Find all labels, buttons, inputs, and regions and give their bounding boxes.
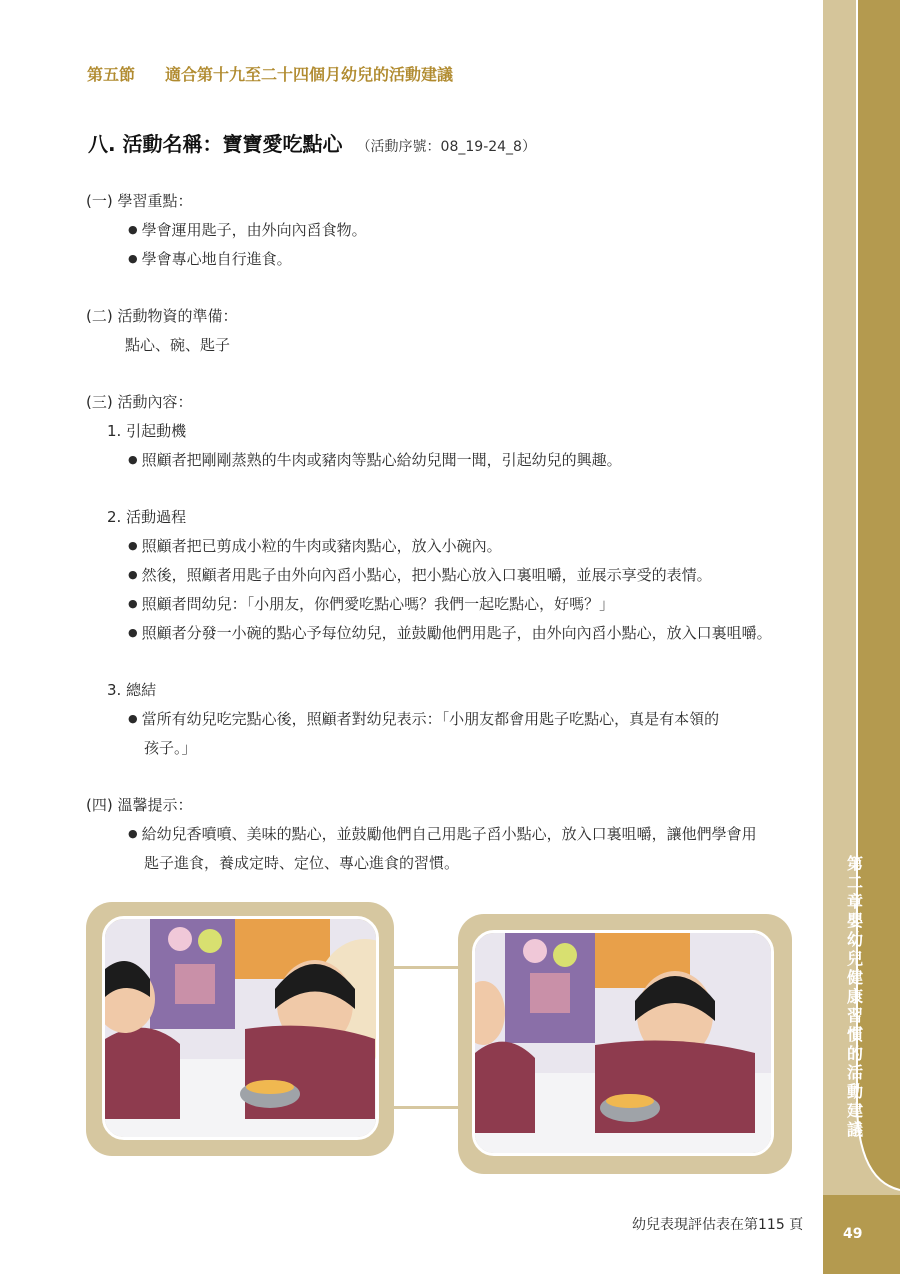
- section-title: 適合第十九至二十四個月幼兒的活動建議: [165, 65, 454, 84]
- learning-focus-item: ● 學會專心地自行進食。: [128, 248, 292, 269]
- step-item: ● 然後，照顧者用匙子由外向內舀小點心，把小點心放入口裏咀嚼，並展示享受的表情。: [128, 564, 712, 585]
- step-item: ● 照顧者問幼兒：「小朋友，你們愛吃點心嗎？我們一起吃點心，好嗎？」: [128, 593, 614, 614]
- tips-item: ● 給幼兒香噴噴、美味的點心，並鼓勵他們自己用匙子舀小點心，放入口裏咀嚼，讓他們學會用: [128, 823, 757, 844]
- activity-title: [88, 128, 536, 157]
- materials-text: 點心、碗、匙子: [125, 336, 231, 354]
- tips-heading: (四) 溫馨提示：: [86, 796, 193, 814]
- photo-child-eating-2: [472, 930, 774, 1156]
- content-heading: (三) 活動內容：: [86, 393, 193, 411]
- step-item: ● 當所有幼兒吃完點心後，照顧者對幼兒表示：「小朋友都會用匙子吃點心，真是有本領的: [128, 708, 719, 729]
- chapter-title-vertical: 第二章 嬰幼兒健康習慣的活動建議: [846, 854, 863, 1139]
- step-title-process: 2. 活動過程: [107, 508, 187, 526]
- step-item: ● 照顧者把已剪成小粒的牛肉或豬肉點心，放入小碗內。: [128, 535, 502, 556]
- photo-child-eating-1: [102, 916, 379, 1140]
- step-item-continued: 孩子。」: [144, 739, 197, 757]
- photo-connector-line: [394, 1106, 458, 1109]
- materials-heading: (二) 活動物資的準備：: [86, 307, 238, 325]
- section-label: 第五節: [87, 65, 136, 84]
- section-header: [87, 62, 453, 85]
- learning-focus-item: ● 學會運用匙子，由外向內舀食物。: [128, 219, 367, 240]
- step-title-summary: 3. 總結: [107, 681, 157, 699]
- page-number: 49: [843, 1226, 863, 1242]
- activity-name: 八. 活動名稱：寶寶愛吃點心: [88, 132, 343, 156]
- photo-child-eating-1-image: [105, 919, 379, 1140]
- photo-connector-line: [394, 966, 458, 969]
- step-item: ● 照顧者分發一小碗的點心予每位幼兒，並鼓勵他們用匙子，由外向內舀小點心，放入口裏咀嚼。: [128, 622, 772, 643]
- assessment-reference: 幼兒表現評估表在第115 頁: [632, 1217, 804, 1233]
- tips-item-continued: 匙子進食，養成定時、定位、專心進食的習慣。: [144, 854, 460, 872]
- activity-code: （活動序號：08_19-24_8）: [356, 139, 536, 155]
- step-item: ● 照顧者把剛剛蒸熟的牛肉或豬肉等點心給幼兒聞一聞，引起幼兒的興趣。: [128, 449, 622, 470]
- learning-focus-heading: (一) 學習重點：: [86, 192, 193, 210]
- step-title-motivation: 1. 引起動機: [107, 422, 187, 440]
- photo-child-eating-2-image: [475, 933, 774, 1156]
